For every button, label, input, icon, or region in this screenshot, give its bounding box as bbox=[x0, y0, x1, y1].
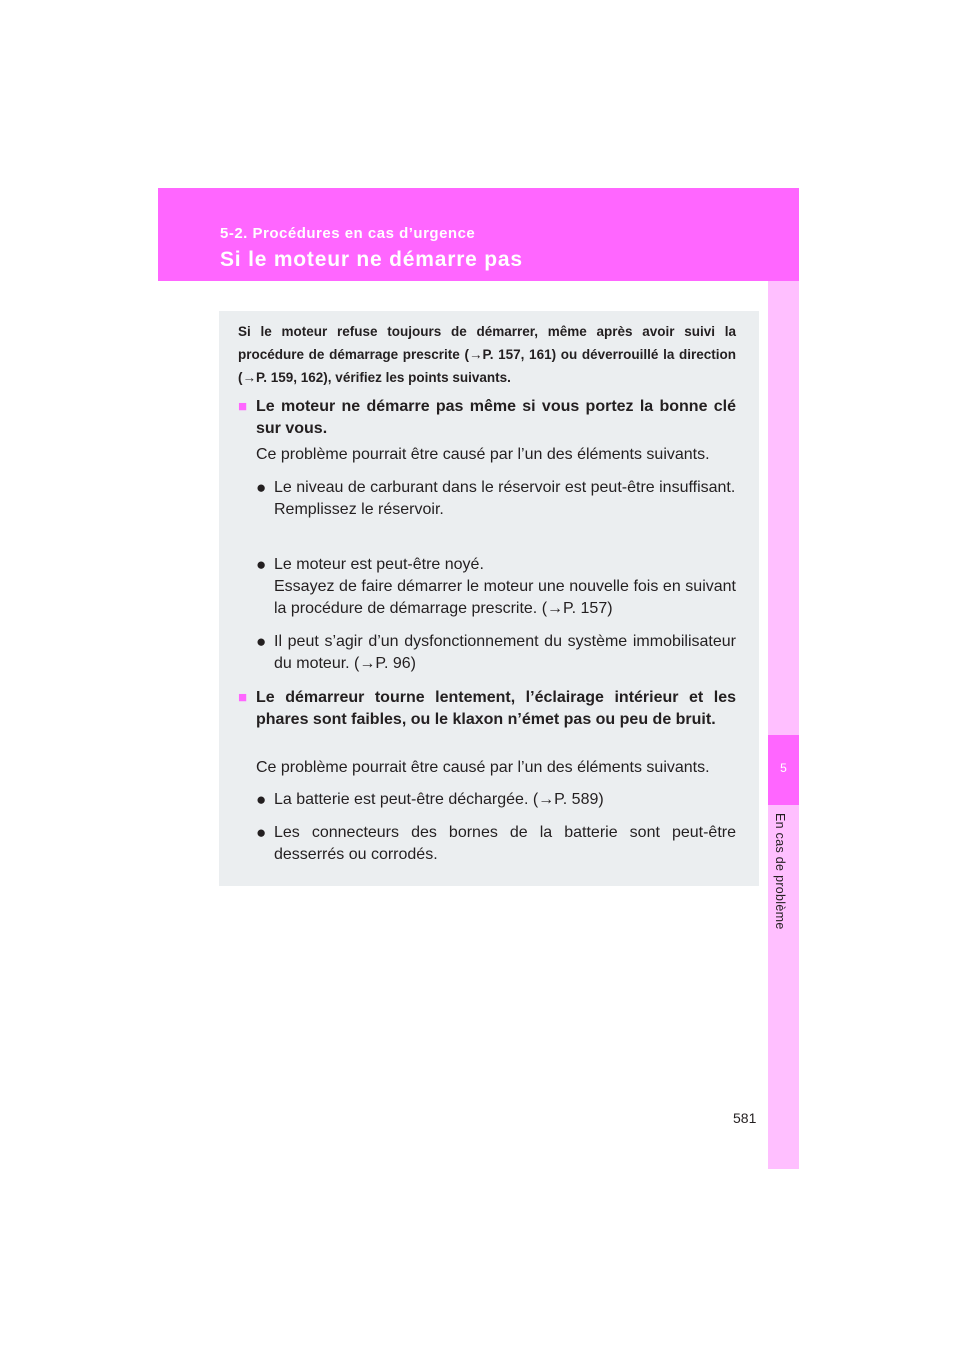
square-bullet-icon: ■ bbox=[238, 398, 248, 415]
bullet-dot-icon: ● bbox=[256, 790, 267, 809]
intro-text: Si le moteur refuse toujours de démarrer, même après avoir suivi la procédure de démarrage prescrite (→P. 157, 161) ou déverrouillé la direction (→P. 159, 162), vérifiez les points suivants. bbox=[238, 324, 736, 385]
cause-text-1: Ce problème pourrait être causé par l’un des éléments suivants. bbox=[256, 446, 710, 463]
chapter-number: 5 bbox=[780, 761, 787, 775]
chapter-name: En cas de problème bbox=[773, 813, 787, 930]
square-bullet-icon: ■ bbox=[238, 689, 248, 706]
cause-text-2: Ce problème pourrait être causé par l’un des éléments suivants. bbox=[256, 759, 710, 776]
section-label: 5-2. Procédures en cas d’urgence bbox=[220, 225, 476, 242]
content-box bbox=[219, 311, 759, 886]
bullet-dot-icon: ● bbox=[256, 632, 267, 651]
list-item: ● La batterie est peut-être déchargée. (→P. 589) bbox=[256, 790, 604, 809]
bullet-dot-icon: ● bbox=[256, 555, 267, 574]
list-item: ● Le moteur est peut-être noyé. Essayez de faire démarrer le moteur une nouvelle fois en suivant la procédure de démarrage prescrite. (→P. 157) bbox=[256, 555, 736, 617]
list-item: ● Les connecteurs des bornes de la batterie sont peut-être desserrés ou corrodés. bbox=[256, 823, 736, 863]
chapter-number-box bbox=[768, 735, 799, 805]
section-heading-1: ■ Le moteur ne démarre pas même si vous portez la bonne clé sur vous. bbox=[238, 398, 736, 437]
section-heading-2: ■ Le démarreur tourne lentement, l’éclairage intérieur et les phares sont faibles, ou le klaxon n’émet pas ou peu de bruit. bbox=[238, 689, 736, 728]
page-number: 581 bbox=[733, 1110, 757, 1126]
page-title: Si le moteur ne démarre pas bbox=[220, 248, 523, 271]
bullet-dot-icon: ● bbox=[256, 823, 267, 842]
bullet-dot-icon: ● bbox=[256, 478, 267, 497]
page-header bbox=[158, 188, 799, 281]
list-item: ● Il peut s’agir d’un dysfonctionnement du système immobilisateur du moteur. (→P. 96) bbox=[256, 632, 736, 672]
chapter-side-tab bbox=[768, 281, 799, 1169]
list-item: ● Le niveau de carburant dans le réservoir est peut-être insuffisant. Remplissez le réservoir. bbox=[256, 478, 736, 518]
